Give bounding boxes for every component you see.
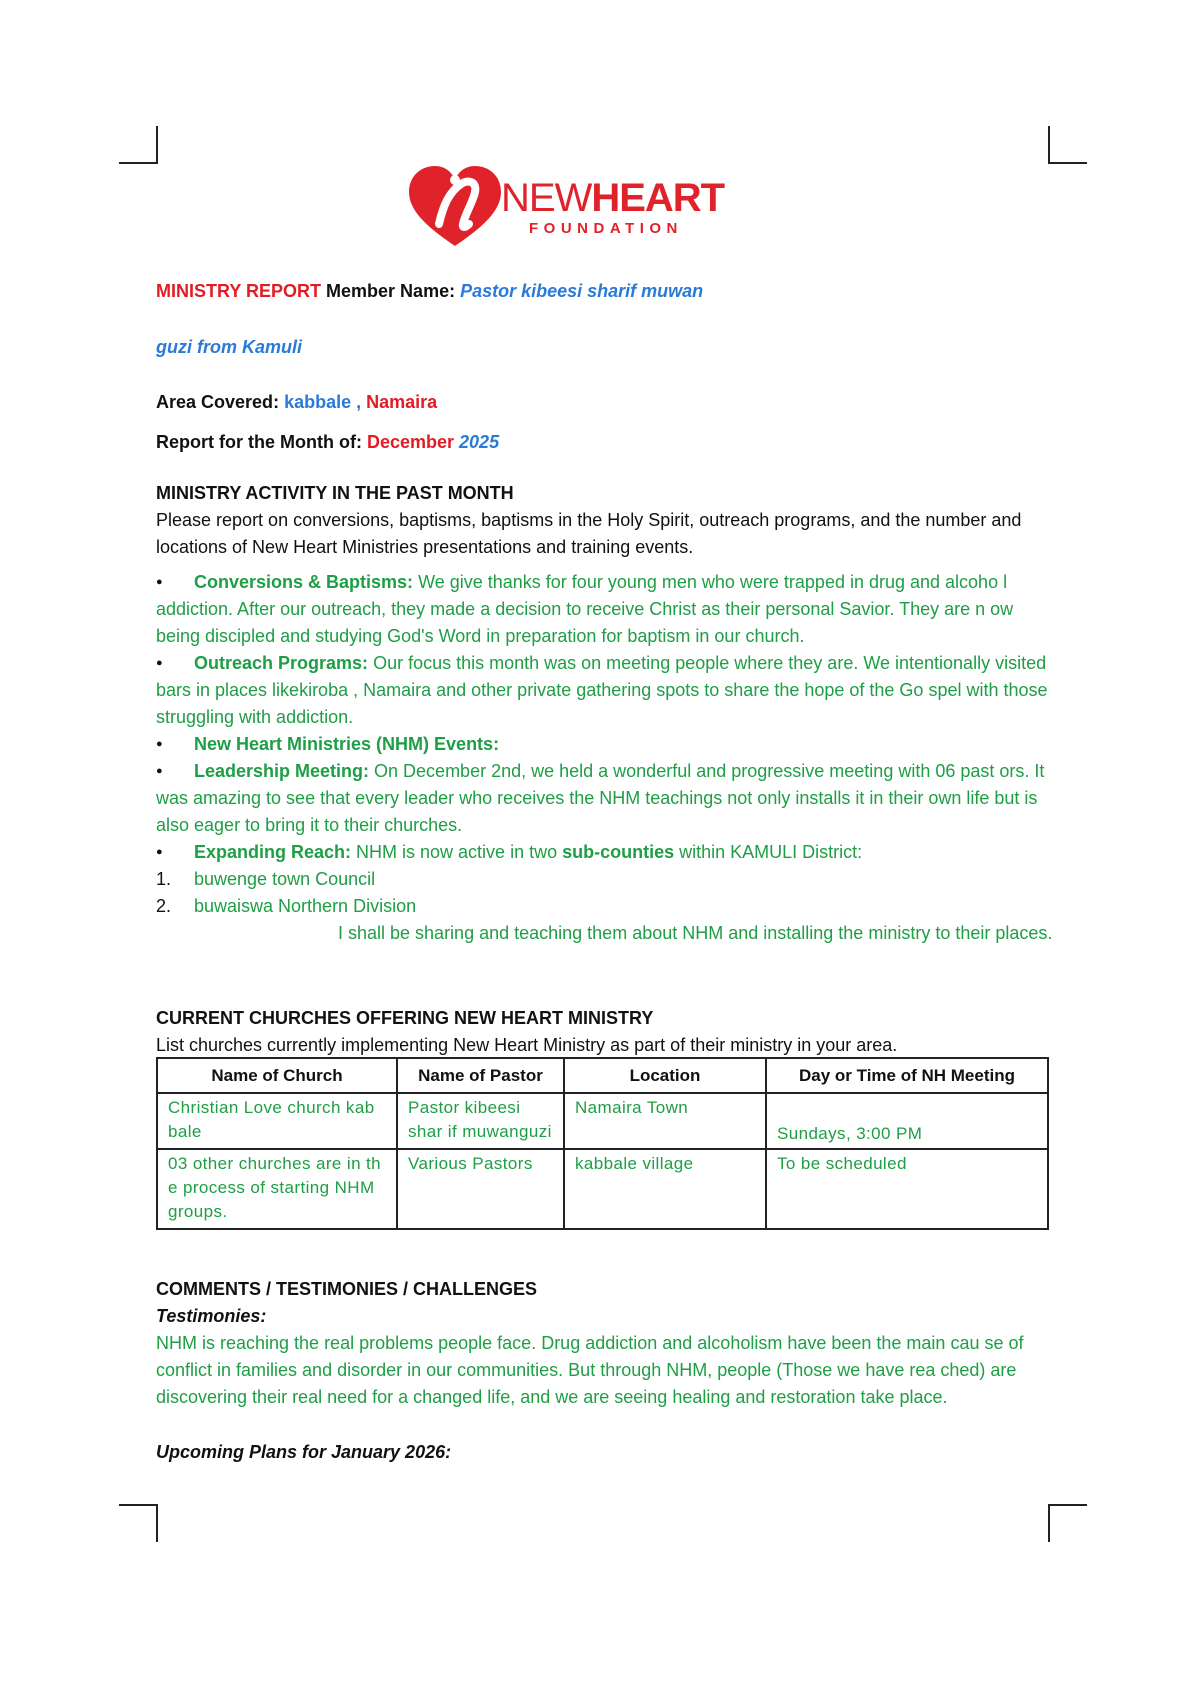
activity-list — [156, 569, 1056, 947]
testimonies-label: Testimonies: — [156, 1306, 267, 1326]
table-cell: Various Pastors — [397, 1149, 564, 1229]
table-cell: Sundays, 3:00 PM — [766, 1093, 1048, 1149]
closing-note: I shall be sharing and teaching them about NHM and installing the ministry to their places. — [338, 923, 1053, 943]
year-value: 2025 — [459, 432, 500, 452]
table-cell: 03 other churches are in th e process of starting NHM groups. — [157, 1149, 397, 1229]
crop-mark-top-right-v — [1048, 126, 1050, 164]
area-covered-line: Area Covered: kabbale , Namaira — [156, 392, 438, 412]
logo-word-heart: HEART — [591, 176, 725, 220]
crop-mark-top-left-v — [156, 126, 158, 164]
comments-section — [156, 1276, 1056, 1466]
report-title: MINISTRY REPORT — [156, 281, 322, 301]
newheart-logo — [405, 162, 745, 248]
logo-word-foundation: FOUNDATION — [529, 220, 683, 237]
area-value-1: kabbale , — [284, 392, 367, 412]
table-cell: To be scheduled — [766, 1149, 1048, 1229]
bullet-leadership: ● Leadership Meeting: On December 2nd, we held a wonderful and progressive meeting with 06 past ors. It was amazing to see that every leader who receives the NHM teachings not only installs it in their own life but is also eager to bring it to their churches. — [156, 758, 1056, 839]
crop-mark-top-right-h — [1048, 162, 1087, 164]
churches-section — [156, 1005, 1056, 1059]
member-name-line2: guzi from Kamuli — [156, 337, 303, 357]
report-month-line: Report for the Month of: December 2025 — [156, 432, 500, 452]
crop-mark-bottom-left-v — [156, 1504, 158, 1542]
bullet-nhm-events: ● New Heart Ministries (NHM) Events: — [156, 731, 1056, 758]
bullet-outreach: ● Outreach Programs: Our focus this month was on meeting people where they are. We intentionally visited bars in places likekiroba , Namaira and other private gathering spots to share the hope of the Go spel with those struggling with addiction. — [156, 650, 1056, 731]
column-header: Name of Church — [157, 1058, 397, 1093]
logo-word-new: NEW — [501, 176, 592, 220]
column-header: Name of Pastor — [397, 1058, 564, 1093]
numbered-item-2: 2. buwaiswa Northern Division — [156, 896, 417, 916]
activity-heading: MINISTRY ACTIVITY IN THE PAST MONTH — [156, 483, 514, 503]
table-row — [157, 1149, 1048, 1229]
member-label: Member Name — [326, 281, 450, 301]
table-cell: Christian Love church kab bale — [157, 1093, 397, 1149]
bullet-conversions: ● Conversions & Baptisms: We give thanks for four young men who were trapped in drug and alcoho l addiction. After our outreach, they made a decision to receive Christ as their personal Savior. They are n ow being discipled and studying God's Word in preparation for baptism in our church. — [156, 569, 1056, 650]
crop-mark-bottom-left-h — [119, 1504, 158, 1506]
churches-table — [156, 1057, 1049, 1230]
bullet-expanding-reach: ● Expanding Reach: NHM is now active in two sub-counties within KAMULI District: — [156, 839, 1056, 866]
column-header: Location — [564, 1058, 766, 1093]
table-cell: kabbale village — [564, 1149, 766, 1229]
table-cell: Pastor kibeesi shar if muwanguzi — [397, 1093, 564, 1149]
activity-instructions: Please report on conversions, baptisms, baptisms in the Holy Spirit, outreach programs, and the number and locations of New Heart Ministries presentations and training events. — [156, 510, 1022, 557]
heart-logo-icon — [405, 162, 505, 248]
table-header-row — [157, 1058, 1048, 1093]
member-name-continued — [156, 334, 1056, 361]
testimonies-text: NHM is reaching the real problems people face. Drug addiction and alcoholism have been the main cau se of conflict in families and disorder in our communities. But through NHM, people (Those we have rea ched) are discovering their real need for a changed life, and we are seeing healing and restoration take place. — [156, 1333, 1024, 1407]
table-cell: Namaira Town — [564, 1093, 766, 1149]
churches-instructions: List churches currently implementing New Heart Ministry as part of their ministry in your area. — [156, 1035, 898, 1055]
month-label: Report for the Month of — [156, 432, 356, 452]
activity-section — [156, 480, 1056, 947]
member-name-line1: Pastor kibeesi sharif muwan — [460, 281, 704, 301]
column-header: Day or Time of NH Meeting — [766, 1058, 1048, 1093]
upcoming-plans-label: Upcoming Plans for January 2026: — [156, 1442, 452, 1462]
table-row — [157, 1093, 1048, 1149]
crop-mark-top-left-h — [119, 162, 158, 164]
month-value: December — [366, 432, 455, 452]
area-label: Area Covered — [156, 392, 274, 412]
crop-mark-bottom-right-v — [1048, 1504, 1050, 1542]
comments-heading: COMMENTS / TESTIMONIES / CHALLENGES — [156, 1279, 538, 1299]
numbered-item-1: 1. buwenge town Council — [156, 869, 376, 889]
report-title-line: MINISTRY REPORT Member Name: Pastor kibeesi sharif muwan — [156, 281, 704, 301]
area-value-2: Namaira — [366, 392, 438, 412]
churches-heading: CURRENT CHURCHES OFFERING NEW HEART MINISTRY — [156, 1008, 654, 1028]
crop-mark-bottom-right-h — [1048, 1504, 1087, 1506]
